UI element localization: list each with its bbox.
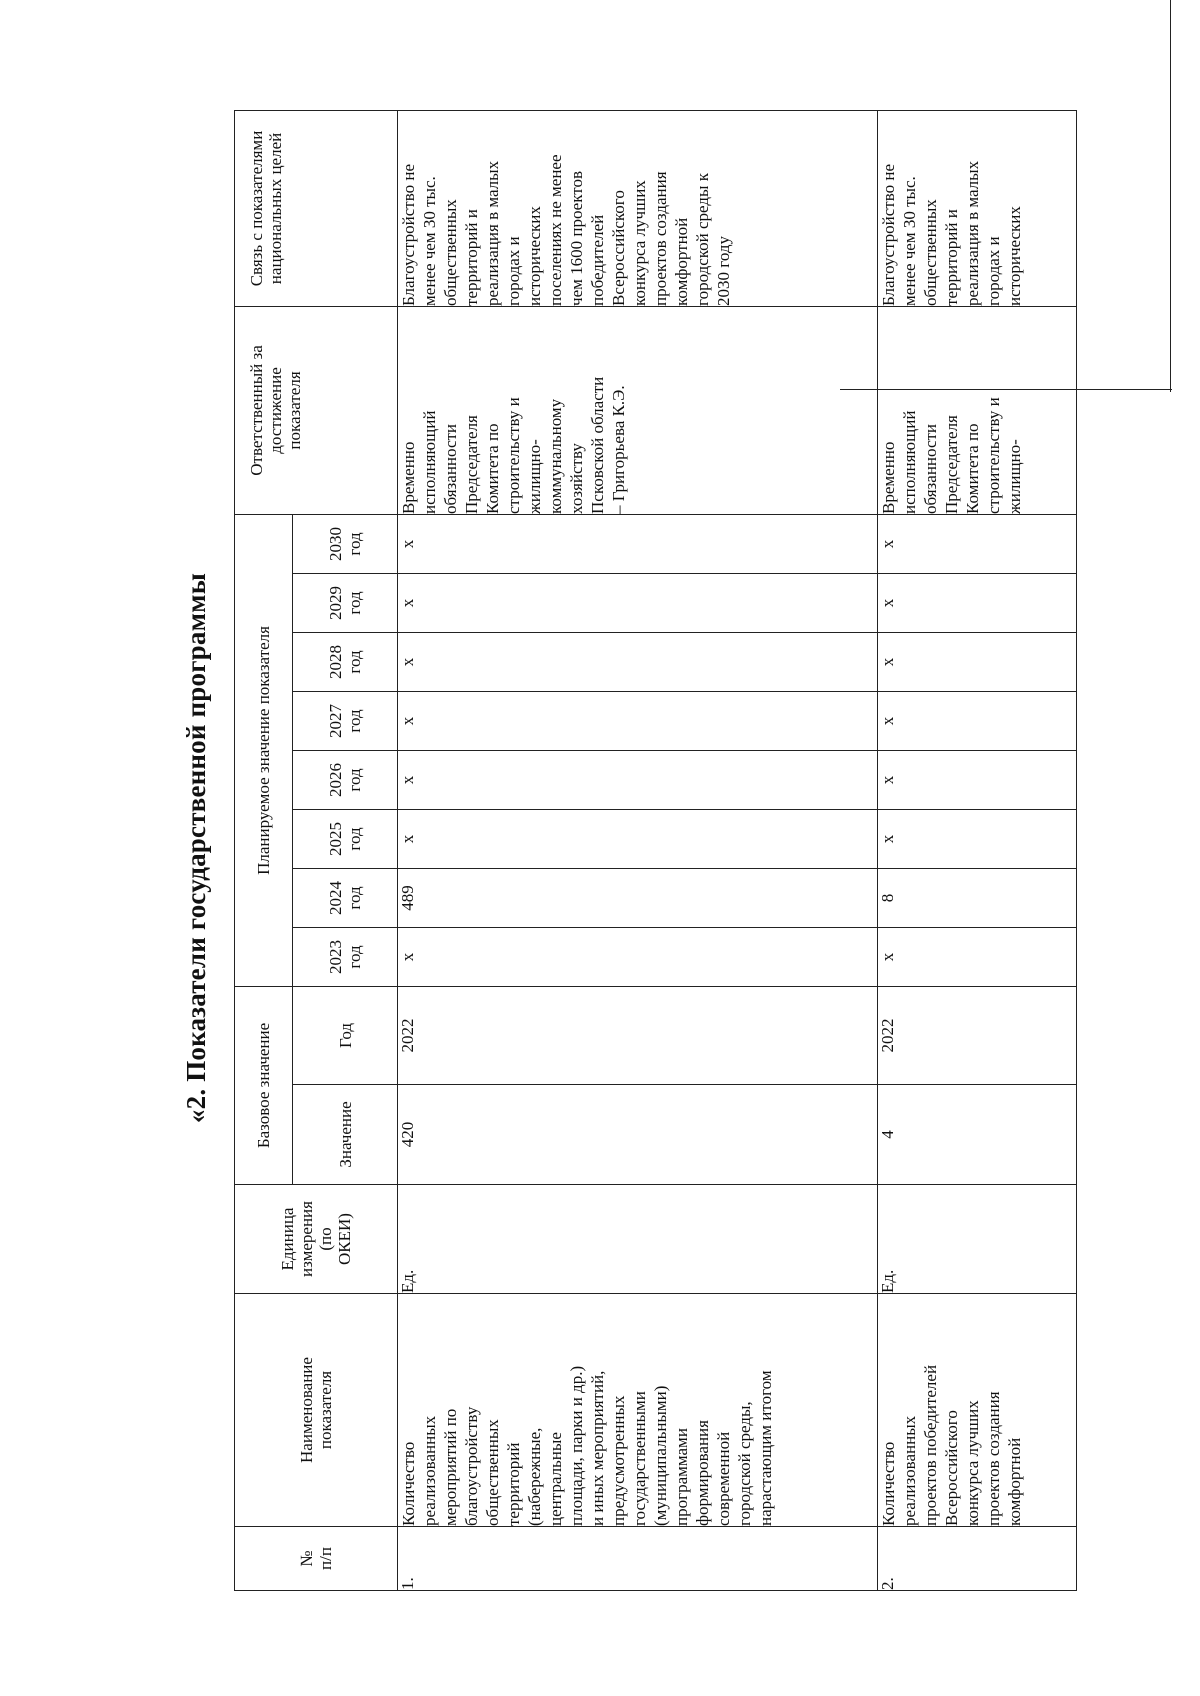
row-unit: Ед. [878, 1185, 1077, 1294]
header-year-2030: 2030 год [293, 514, 398, 573]
row-num: 2. [878, 1527, 1077, 1591]
row-indicator-name: Количество реализованных мероприятий по благоустройству общественных территорий (набережные, центральные площади, парки и др.) и иных мероприятий, предусмотренных государственными (муниципальными) программами формирования современной городской среды, нарастающим итогом [398, 1294, 878, 1527]
row-value-2030: х [878, 514, 1077, 573]
row-base-value: 420 [398, 1085, 878, 1185]
row-value-2027: х [398, 691, 878, 750]
row-value-2028: х [878, 632, 1077, 691]
row-value-2024: 8 [878, 868, 1077, 927]
row-national-goal-link: Благоустройство не менее чем 30 тыс. общественных территорий и реализация в малых городах и исторических поселениях не менее чем 1600 проектов победителей Всероссийского конкурса лучших проектов создания комфортной городской среды к 2030 году [398, 110, 878, 306]
row-value-2026: х [878, 750, 1077, 809]
header-base-value: Значение [293, 1085, 398, 1185]
header-year-2025: 2025 год [293, 809, 398, 868]
row-base-year: 2022 [878, 986, 1077, 1084]
row-responsible: Временно исполняющий обязанности Председателя Комитета по строительству и жилищно- коммунальному хозяйству Псковской области – Григорьева К.Э. [398, 306, 878, 514]
header-planned: Планируемое значение показателя [235, 514, 293, 986]
row-value-2025: х [398, 809, 878, 868]
header-name: Наименование показателя [235, 1294, 398, 1527]
row-value-2023: х [878, 927, 1077, 986]
row-value-2030: х [398, 514, 878, 573]
row-base-year: 2022 [398, 986, 878, 1084]
row-value-2026: х [398, 750, 878, 809]
header-year-2024: 2024 год [293, 868, 398, 927]
row-responsible: Временно исполняющий обязанности Председателя Комитета по строительству и жилищно- [878, 306, 1077, 514]
header-year-2027: 2027 год [293, 691, 398, 750]
indicators-table [234, 110, 1077, 1591]
header-base-year: Год [293, 986, 398, 1084]
header-responsible: Ответственный за достижение показателя [235, 306, 398, 514]
row-value-2029: х [398, 573, 878, 632]
row-value-2028: х [398, 632, 878, 691]
header-year-2026: 2026 год [293, 750, 398, 809]
row-num: 1. [398, 1527, 878, 1591]
row-value-2024: 489 [398, 868, 878, 927]
header-num: № п/п [235, 1527, 398, 1591]
row-unit: Ед. [398, 1185, 878, 1294]
header-base: Базовое значение [235, 986, 293, 1184]
row-value-2027: х [878, 691, 1077, 750]
row-base-value: 4 [878, 1085, 1077, 1185]
table-row [878, 110, 1077, 1590]
row-indicator-name: Количество реализованных проектов победителей Всероссийского конкурса лучших проектов создания комфортной [878, 1294, 1077, 1527]
scan-mark-horizontal [1170, 0, 1171, 392]
header-link: Связь с показателями национальных целей [235, 110, 398, 306]
table-row [398, 110, 878, 1590]
header-year-2028: 2028 год [293, 632, 398, 691]
row-value-2029: х [878, 573, 1077, 632]
row-national-goal-link: Благоустройство не менее чем 30 тыс. общественных территорий и реализация в малых городах и исторических [878, 110, 1077, 306]
section-title: «2. Показатели государственной программы [181, 572, 211, 1124]
header-row [235, 110, 293, 1590]
header-year-2029: 2029 год [293, 573, 398, 632]
row-value-2025: х [878, 809, 1077, 868]
row-value-2023: х [398, 927, 878, 986]
header-year-2023: 2023 год [293, 927, 398, 986]
header-unit: Единица измерения (по ОКЕИ) [235, 1185, 398, 1294]
